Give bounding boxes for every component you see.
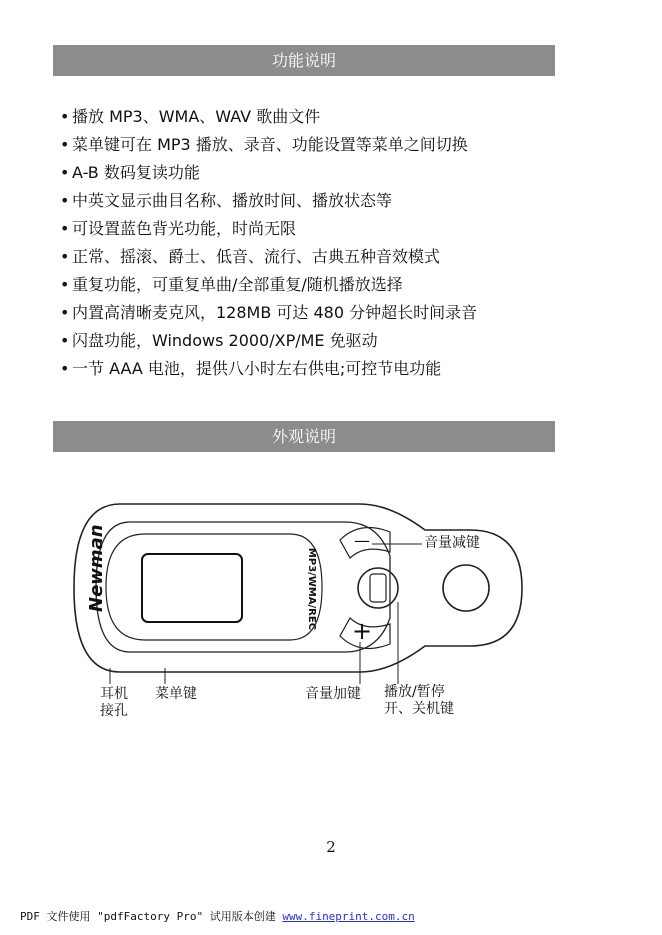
feature-item	[60, 215, 620, 243]
feature-list	[60, 103, 620, 383]
feature-text: 内置高清晰麦克风，128MB 可达 480 分钟超长时间录音	[72, 303, 478, 322]
footer	[20, 908, 415, 924]
bullet: •	[60, 219, 70, 238]
bullet: •	[60, 275, 70, 294]
feature-item	[60, 243, 620, 271]
feature-item	[60, 327, 620, 355]
volume-up-label: 音量加键	[305, 686, 361, 702]
feature-item	[60, 131, 620, 159]
menu-key-label: 菜单键	[155, 686, 197, 702]
minus-icon: —	[354, 531, 370, 550]
footer-link[interactable]: www.fineprint.com.cn	[282, 910, 415, 923]
play-pause-label-line1: 播放/暂停	[384, 684, 445, 700]
earphone-jack-label-line2: 接孔	[100, 703, 128, 719]
bullet: •	[60, 107, 70, 126]
bullet: •	[60, 303, 70, 322]
volume-down-label: 音量减键	[424, 535, 480, 551]
feature-text: 播放 MP3、WMA、WAV 歌曲文件	[72, 107, 321, 126]
page-number: 2	[326, 838, 336, 856]
bullet: •	[60, 331, 70, 350]
earphone-jack-label-line1: 耳机	[100, 686, 128, 702]
feature-item	[60, 187, 620, 215]
bullet: •	[60, 191, 70, 210]
feature-text: 正常、摇滚、爵士、低音、流行、古典五种音效模式	[72, 247, 441, 266]
bullet: •	[60, 359, 70, 378]
bullet: •	[60, 247, 70, 266]
feature-text: 重复功能，可重复单曲/全部重复/随机播放选择	[72, 275, 403, 294]
features-section-title: 功能说明	[53, 45, 555, 76]
bullet: •	[60, 163, 70, 182]
feature-item	[60, 103, 620, 131]
feature-item	[60, 159, 620, 187]
feature-item	[60, 271, 620, 299]
footer-text: PDF 文件使用 "pdfFactory Pro" 试用版本创建	[20, 910, 276, 923]
feature-text: 闪盘功能，Windows 2000/XP/ME 免驱动	[72, 331, 378, 350]
feature-item	[60, 299, 620, 327]
device-diagram	[60, 492, 530, 722]
model-text: MP3/WMA/REC	[306, 547, 317, 631]
feature-text: 中英文显示曲目名称、播放时间、播放状态等	[72, 191, 393, 210]
play-pause-label-line2: 开、关机键	[384, 701, 454, 717]
bullet: •	[60, 135, 70, 154]
plus-icon: +	[352, 617, 373, 645]
feature-text: A-B 数码复读功能	[72, 163, 200, 182]
feature-text: 菜单键可在 MP3 播放、录音、功能设置等菜单之间切换	[72, 135, 468, 154]
feature-text: 可设置蓝色背光功能，时尚无限	[72, 219, 297, 238]
feature-item	[60, 355, 620, 383]
brand-logo: Newman	[86, 524, 107, 612]
feature-text: 一节 AAA 电池，提供八小时左右供电;可控节电功能	[72, 359, 442, 378]
appearance-section-title: 外观说明	[53, 421, 555, 452]
